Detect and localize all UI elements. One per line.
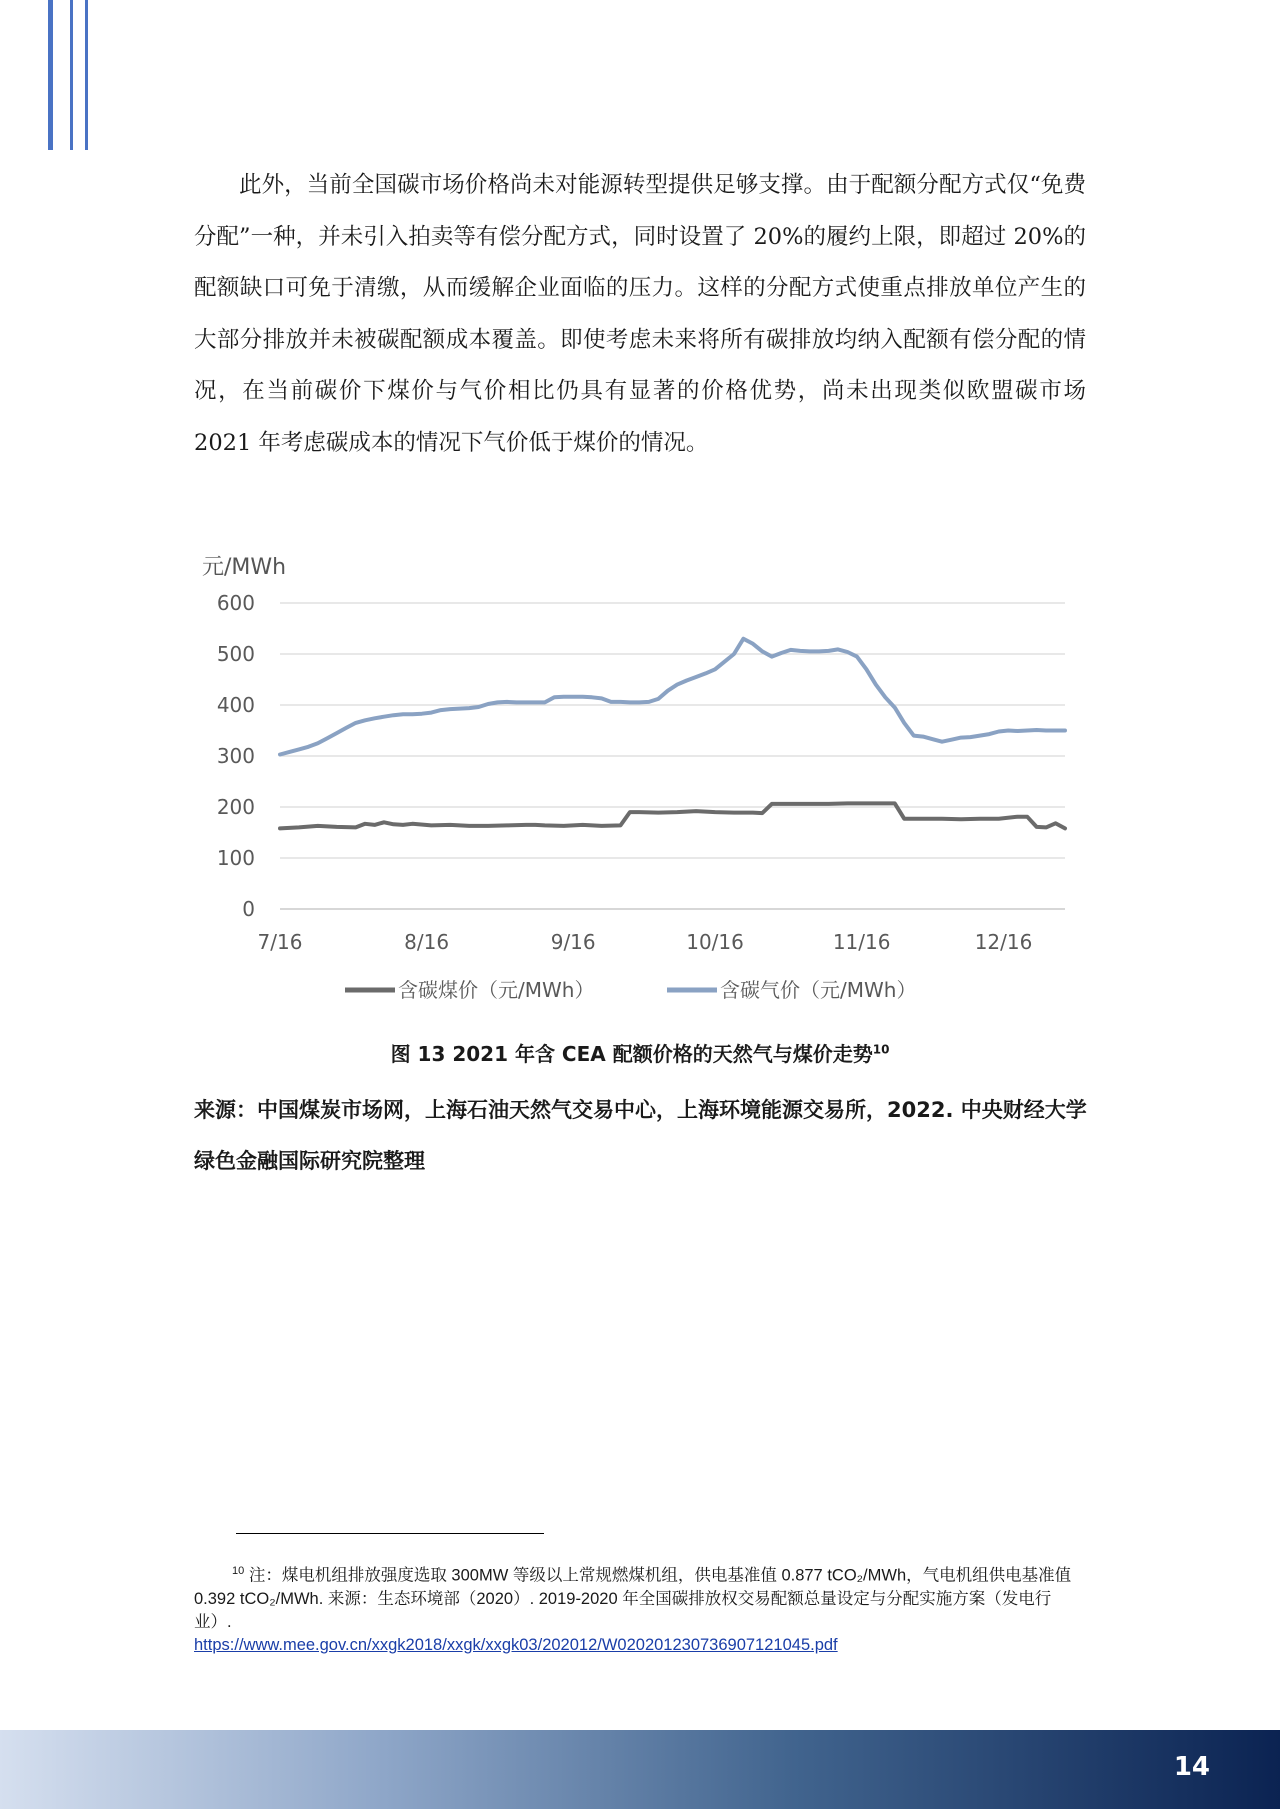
- x-tick-label: 8/16: [404, 930, 450, 954]
- page-number: 14: [1173, 1752, 1210, 1782]
- y-tick-label: 500: [216, 642, 255, 666]
- footnote-number: 10: [232, 1565, 245, 1577]
- caption-footnote-ref: 10: [872, 1042, 890, 1057]
- chart-unit-label: 元/MWh: [202, 555, 287, 580]
- legend-label: 含碳煤价（元/MWh）: [398, 978, 595, 1002]
- chart-grid: [280, 603, 1065, 909]
- footnote: [194, 1560, 1084, 1657]
- x-tick-label: 7/16: [257, 930, 303, 954]
- y-tick-label: 400: [216, 693, 255, 717]
- footer-band: [0, 1730, 1280, 1809]
- x-tick-label: 11/16: [832, 930, 891, 954]
- footnote-divider: [236, 1533, 544, 1534]
- y-tick-label: 300: [216, 744, 255, 768]
- y-tick-label: 600: [216, 591, 255, 615]
- x-tick-label: 12/16: [974, 930, 1033, 954]
- x-tick-label: 10/16: [686, 930, 744, 954]
- decorative-bar-1: [48, 0, 53, 150]
- figure-source: 来源：中国煤炭市场网，上海石油天然气交易中心，上海环境能源交易所，2022. 中央财经大学绿色金融国际研究院整理: [194, 1098, 1087, 1173]
- y-tick-labels: [217, 591, 255, 921]
- x-tick-label: 9/16: [550, 930, 596, 954]
- legend-label: 含碳气价（元/MWh）: [720, 978, 917, 1002]
- decorative-bar-2: [70, 0, 73, 150]
- x-tick-labels: [258, 930, 1033, 954]
- line-chart: [190, 550, 1090, 1020]
- body-paragraph: 此外，当前全国碳市场价格尚未对能源转型提供足够支撑。由于配额分配方式仅“免费分配”一种，并未引入拍卖等有偿分配方式，同时设置了 20%的履约上限，即超过 20%的配额缺口可免于清缴，从而缓解企业面临的压力。这样的分配方式使重点排放单位产生的大部分排放并未被碳配额成本覆盖。即使考虑未来将所有碳排放均纳入配额有偿分配的情况，在当前碳价下煤价与气价相比仍具有显著的价格优势，尚未出现类似欧盟碳市场 2021 年考虑碳成本的情况下气价低于煤价的情况。: [194, 172, 1086, 456]
- figure-caption-text: 图 13 2021 年含 CEA 配额价格的天然气与煤价走势: [390, 1042, 873, 1066]
- y-tick-label: 0: [242, 897, 255, 921]
- gas-price-line: [280, 639, 1065, 755]
- footnote-link[interactable]: https://www.mee.gov.cn/xxgk2018/xxgk/xxgk03/202012/W020201230736907121045.pdf: [194, 1635, 838, 1654]
- figure-caption: [0, 1038, 1280, 1067]
- decorative-bar-3: [85, 0, 88, 150]
- series-lines: [280, 639, 1065, 829]
- chart-legend: [345, 978, 916, 1002]
- footnote-text: 注：煤电机组排放强度选取 300MW 等级以上常规燃煤机组，供电基准值 0.877 tCO₂/MWh，气电机组供电基准值 0.392 tCO₂/MWh. 来源：生态环境部（2020）. 2019-2020 年全国碳排放权交易配额总量设定与分配实施方案（发电行业）.: [194, 1566, 1072, 1631]
- y-tick-label: 200: [216, 795, 255, 819]
- y-tick-label: 100: [216, 846, 255, 870]
